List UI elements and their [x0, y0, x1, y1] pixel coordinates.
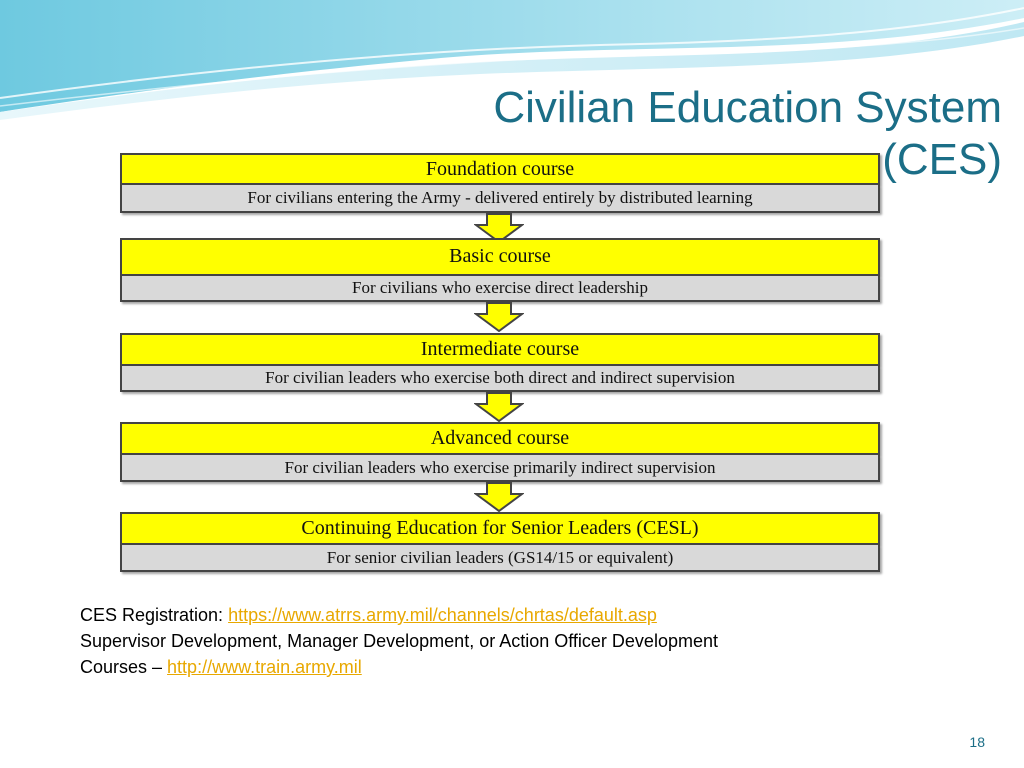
registration-link[interactable]: https://www.atrrs.army.mil/channels/chrtas/default.asp: [228, 605, 657, 625]
registration-line: [80, 602, 960, 628]
title-line-1: Civilian Education System: [493, 83, 1002, 132]
stage-description: For civilian leaders who exercise both direct and indirect supervision: [120, 366, 880, 392]
down-arrow-icon: [474, 302, 524, 332]
stage-advanced: [120, 422, 880, 482]
stage-description: For civilians who exercise direct leadership: [120, 276, 880, 302]
page-number: 18: [969, 734, 985, 750]
development-courses-line: Supervisor Development, Manager Development, or Action Officer Development: [80, 631, 718, 651]
down-arrow-icon: [474, 392, 524, 422]
stage-foundation: [120, 153, 880, 213]
courses-line: [80, 654, 960, 680]
stage-description: For senior civilian leaders (GS14/15 or equivalent): [120, 545, 880, 572]
stage-title: Advanced course: [120, 422, 880, 455]
down-arrow-icon: [474, 482, 524, 512]
stage-title: Basic course: [120, 238, 880, 276]
registration-label: CES Registration:: [80, 605, 229, 625]
stage-description: For civilian leaders who exercise primarily indirect supervision: [120, 455, 880, 482]
footer-notes: [80, 602, 960, 680]
title-line-2: (CES): [882, 135, 1002, 184]
stage-title: Foundation course: [120, 153, 880, 185]
stage-basic: [120, 238, 880, 302]
stage-cesl: [120, 512, 880, 572]
stage-intermediate: [120, 333, 880, 392]
stage-title: Continuing Education for Senior Leaders (CESL): [120, 512, 880, 545]
stage-title: Intermediate course: [120, 333, 880, 366]
courses-label: Courses –: [80, 657, 168, 677]
courses-link[interactable]: http://www.train.army.mil: [167, 657, 362, 677]
stage-description: For civilians entering the Army - delivered entirely by distributed learning: [120, 185, 880, 213]
